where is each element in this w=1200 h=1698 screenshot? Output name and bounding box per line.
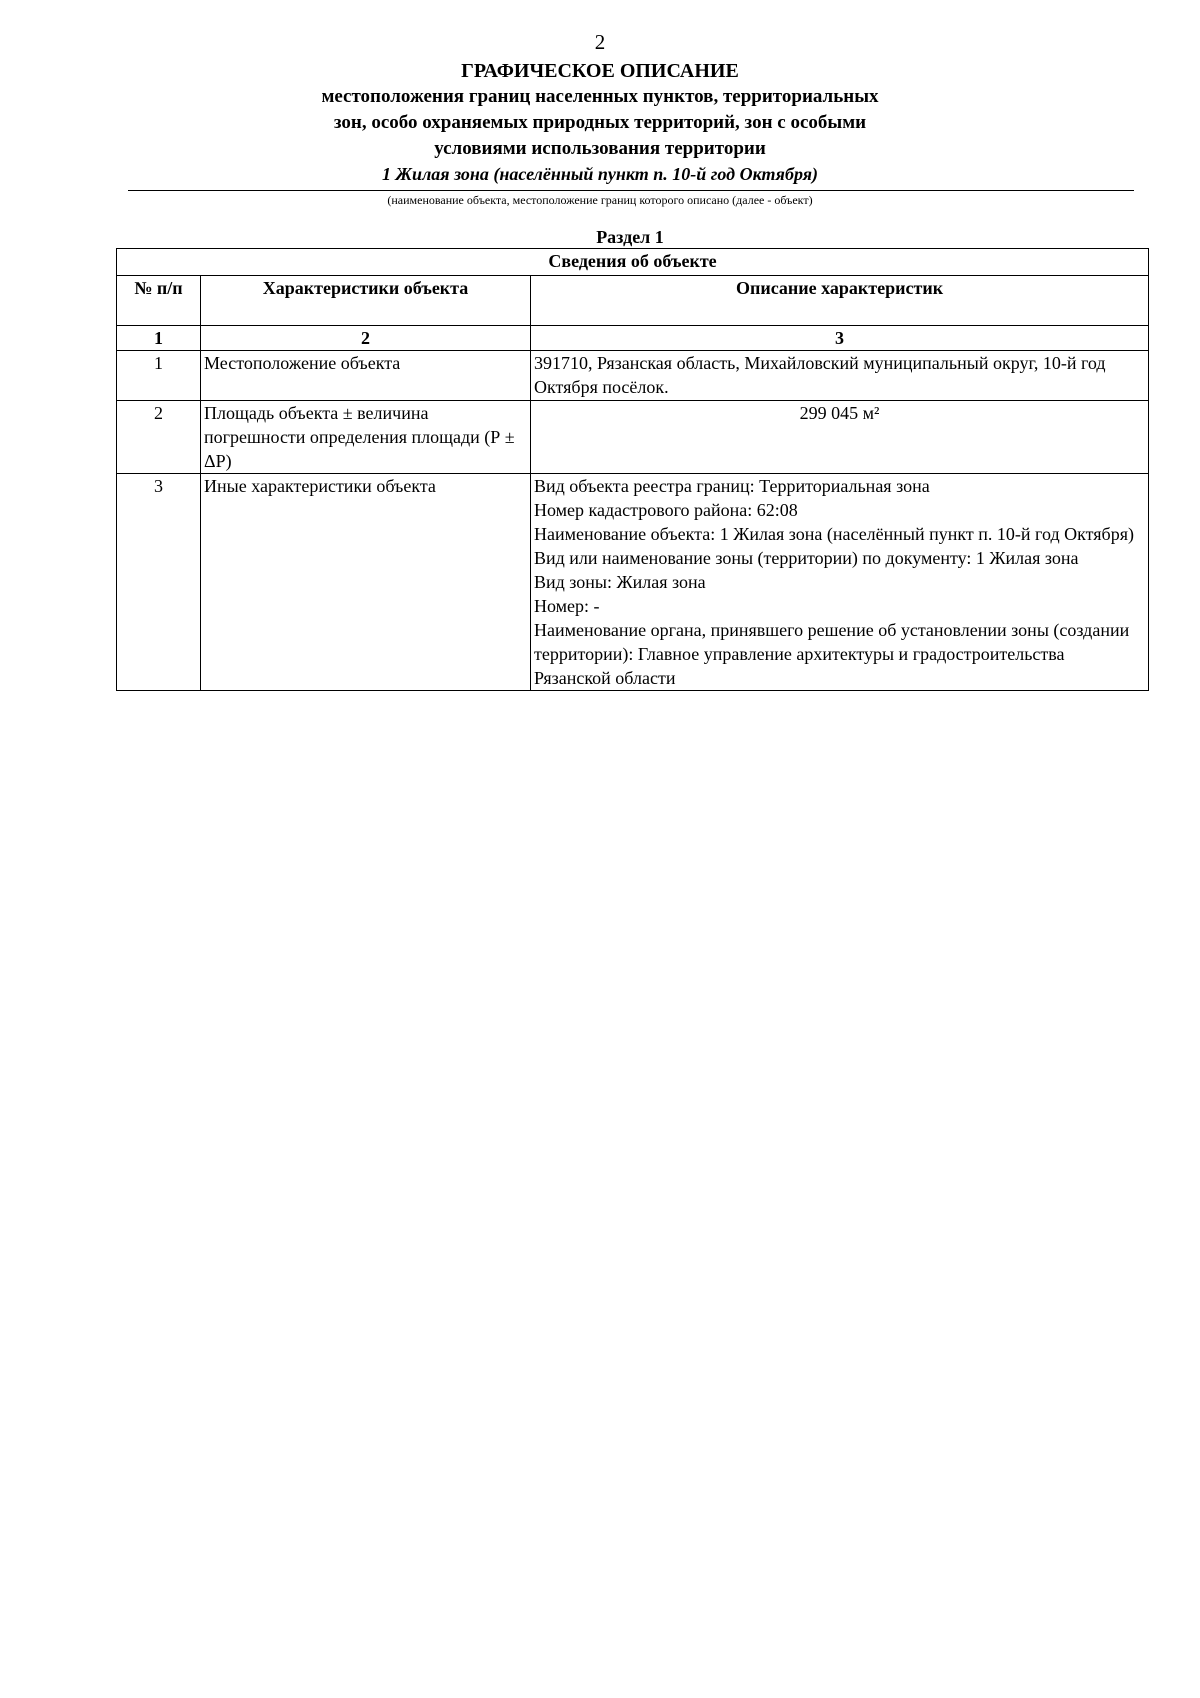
section-title: Раздел 1 <box>596 227 664 247</box>
row-description: 391710, Рязанская область, Михайловский муниципальный округ, 10-й год Октября посёлок. <box>531 351 1149 401</box>
document-title: ГРАФИЧЕСКОЕ ОПИСАНИЕ <box>461 60 739 82</box>
row-index: 3 <box>117 474 201 691</box>
description-line: Вид объекта реестра границ: Территориальная зона <box>534 476 930 496</box>
table-header-row <box>117 276 1149 326</box>
description-line: Вид зоны: Жилая зона <box>534 572 706 592</box>
column-header-description: Описание характеристик <box>531 276 1149 326</box>
document-subtitle-line: условиями использования территории <box>434 138 766 159</box>
column-number: 2 <box>201 326 531 351</box>
object-name-underline <box>128 190 1134 191</box>
table-row <box>117 401 1149 474</box>
description-line: Вид или наименование зоны (территории) по документу: 1 Жилая зона <box>534 548 1079 568</box>
document-subtitle-line: зон, особо охраняемых природных территорий, зон с особыми <box>333 112 867 133</box>
row-description: 299 045 м² <box>531 401 1149 474</box>
column-number: 1 <box>117 326 201 351</box>
column-header-characteristic: Характеристики объекта <box>201 276 531 326</box>
table-row <box>117 351 1149 401</box>
description-line: Номер: - <box>534 596 600 616</box>
object-info-table <box>116 248 1149 691</box>
column-number-row <box>117 326 1149 351</box>
row-description <box>531 474 1149 691</box>
row-characteristic: Иные характеристики объекта <box>201 474 531 691</box>
column-header-number: № п/п <box>117 276 201 326</box>
page-number: 2 <box>594 30 606 54</box>
table-row <box>117 474 1149 691</box>
document-subtitle-line: местоположения границ населенных пунктов, территориальных <box>321 86 879 107</box>
object-caption: (наименование объекта, местоположение границ которого описано (далее - объект) <box>387 193 813 207</box>
document-header <box>0 58 1200 186</box>
row-characteristic: Площадь объекта ± величина погрешности определения площади (Р ± ΔР) <box>201 401 531 474</box>
description-line: Номер кадастрового района: 62:08 <box>534 500 798 520</box>
row-index: 1 <box>117 351 201 401</box>
row-index: 2 <box>117 401 201 474</box>
table-caption: Сведения об объекте <box>117 249 1149 276</box>
column-number: 3 <box>531 326 1149 351</box>
description-line: Наименование объекта: 1 Жилая зона (населённый пункт п. 10-й год Октября) <box>534 524 1134 544</box>
table-caption-row <box>117 249 1149 276</box>
object-name: 1 Жилая зона (населённый пункт п. 10-й год Октября) <box>382 164 818 184</box>
row-characteristic: Местоположение объекта <box>201 351 531 401</box>
description-line: Наименование органа, принявшего решение об установлении зоны (создании территории): Главное управление архитектуры и градостроительства Рязанской области <box>534 620 1130 688</box>
